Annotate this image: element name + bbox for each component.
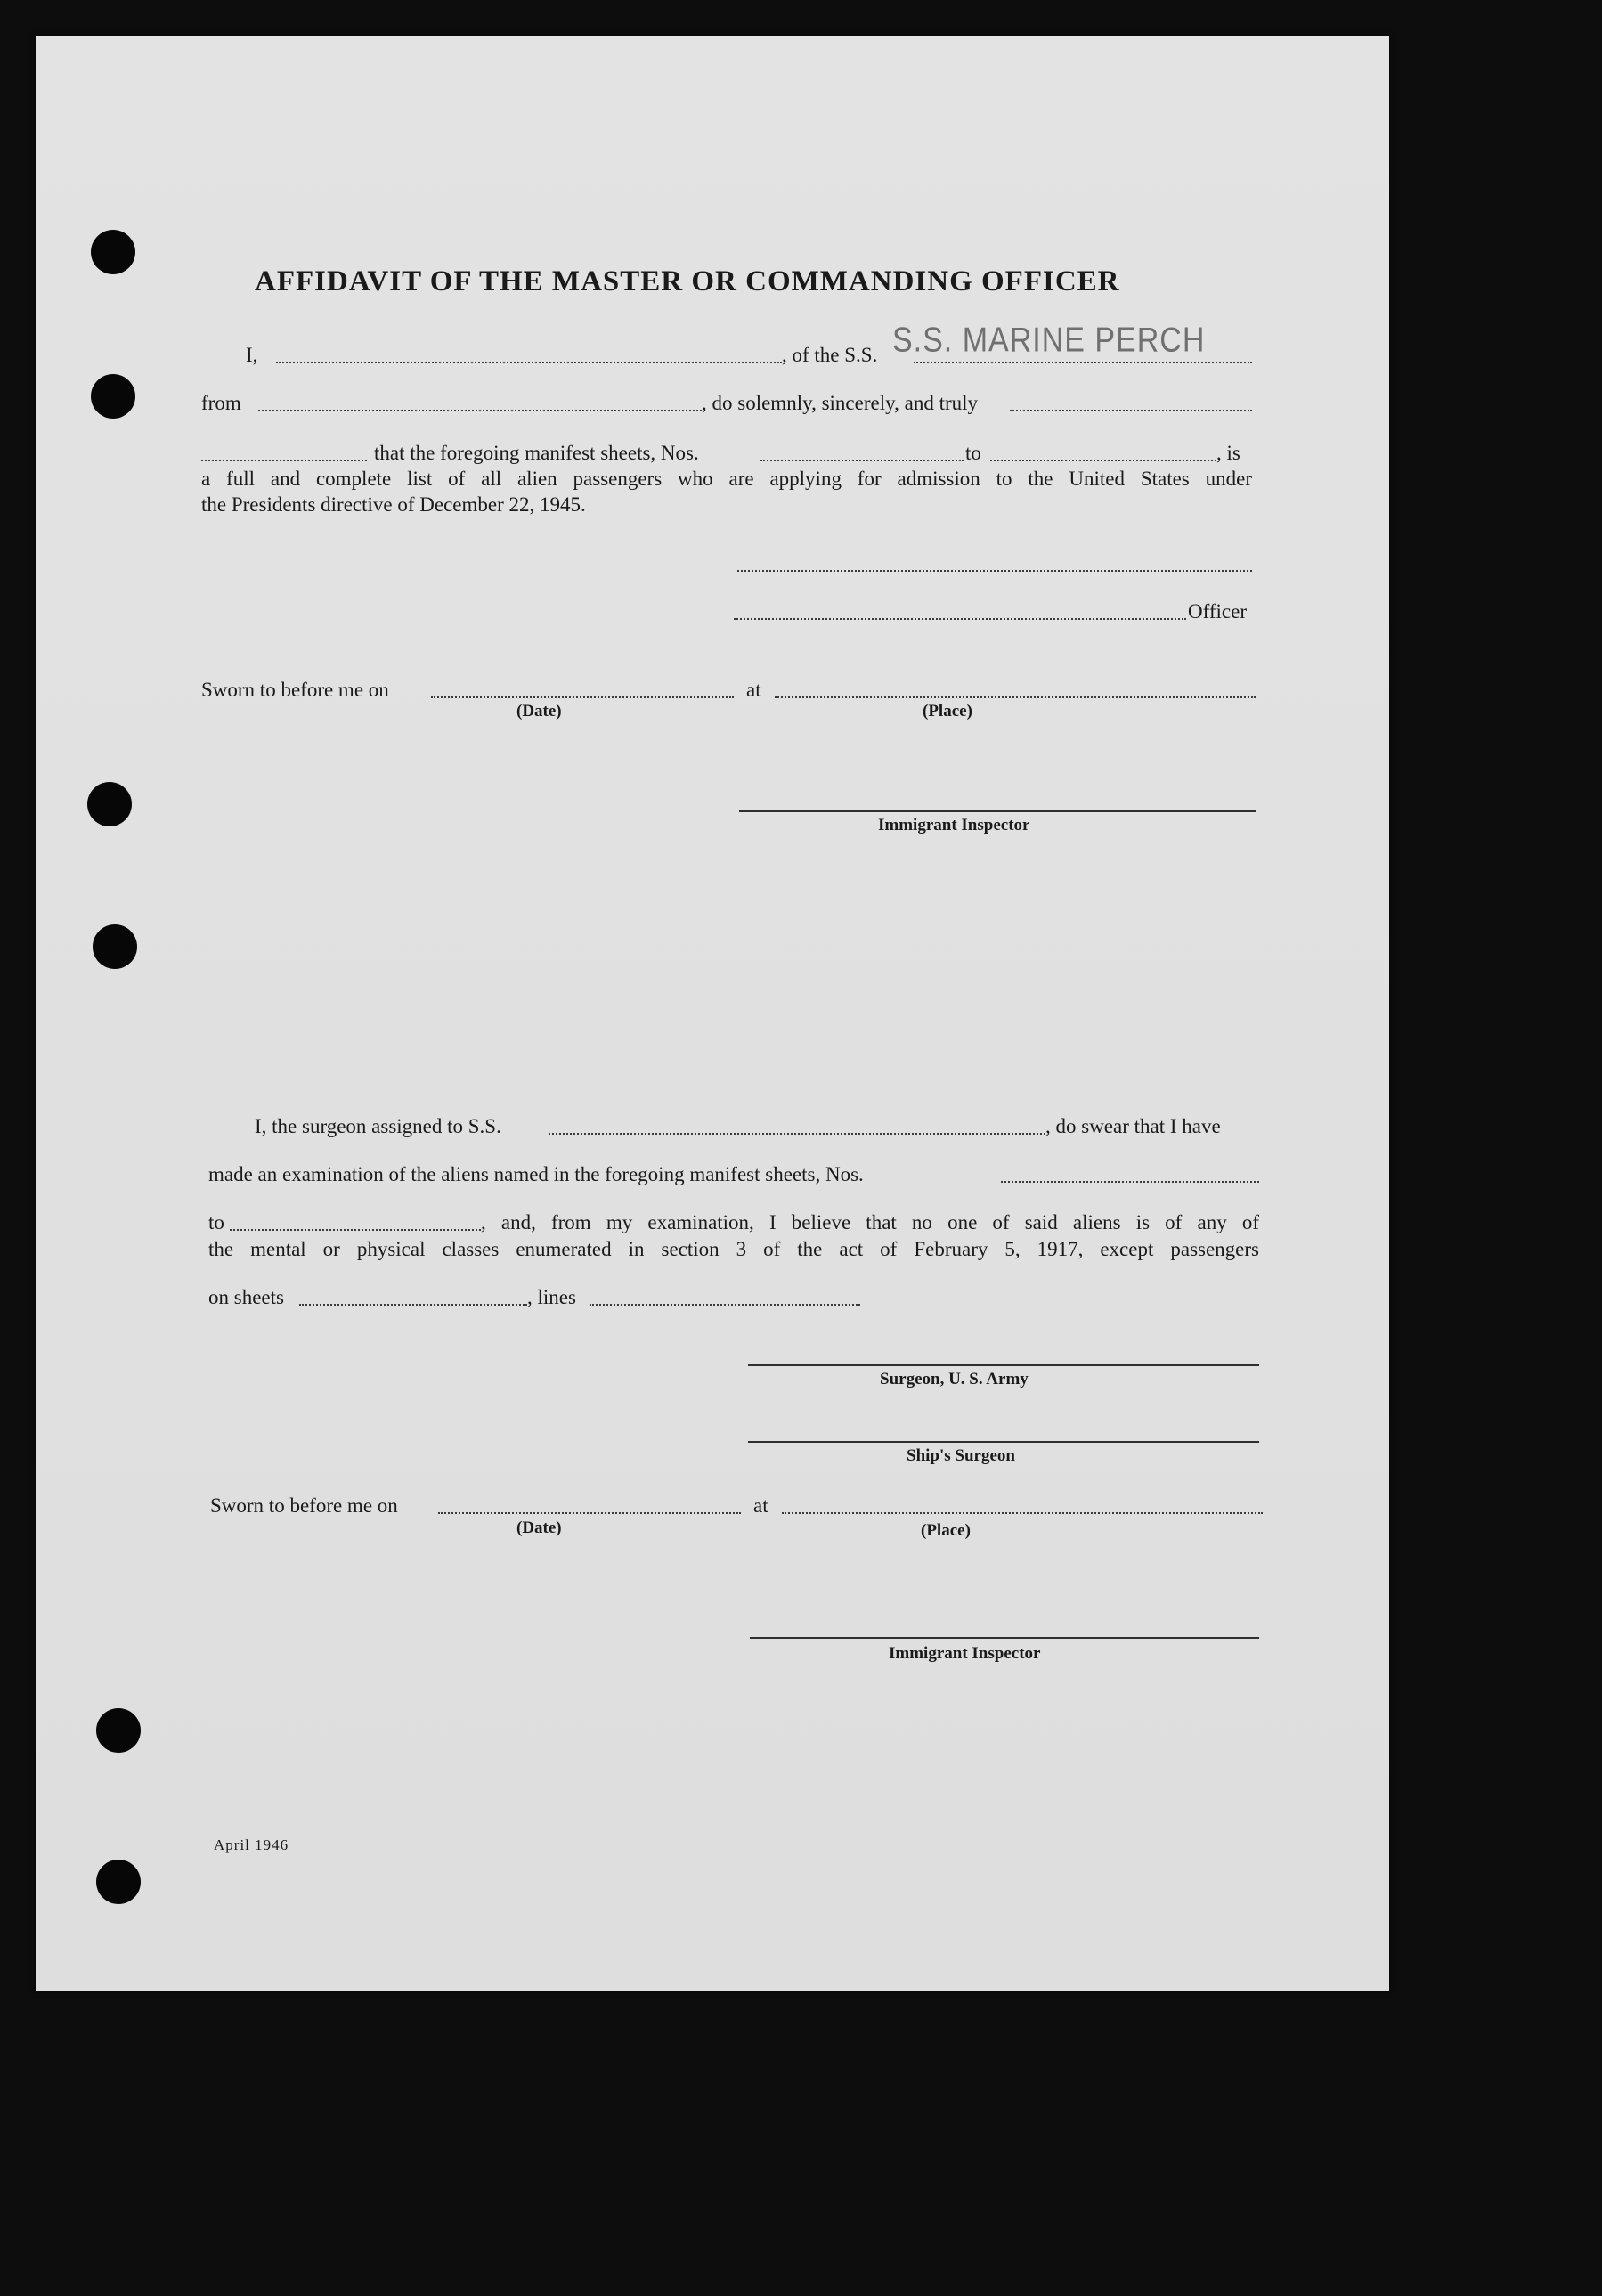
officer-name-field[interactable] [737, 570, 1252, 572]
master-name-field[interactable] [276, 362, 782, 363]
ship-surgeon-signature-line[interactable] [748, 1441, 1259, 1443]
surgeon-ship-field[interactable] [549, 1133, 1045, 1135]
master-line5: the Presidents directive of December 22, 1945. [201, 493, 586, 516]
surgeon-lines-field[interactable] [590, 1304, 860, 1306]
army-surgeon-label: Surgeon, U. S. Army [880, 1370, 1029, 1388]
surgeon-line5-start: on sheets [208, 1286, 284, 1308]
master-line4: a full and complete list of all alien passengers who are applying for admission to the United States under [201, 468, 1252, 490]
master-sworn-place-field[interactable] [775, 696, 1256, 698]
surgeon-at-label: at [753, 1494, 768, 1517]
master-line3-mid: that the foregoing manifest sheets, Nos. [374, 442, 699, 464]
surgeon-sworn-place-field[interactable] [782, 1512, 1263, 1514]
punch-hole [91, 230, 135, 274]
master-inspector-label: Immigrant Inspector [878, 816, 1030, 835]
affidavit-page [36, 36, 1389, 1991]
ship-surgeon-label: Ship's Surgeon [907, 1446, 1015, 1465]
surgeon-date-caption: (Date) [516, 1518, 562, 1537]
surgeon-inspector-signature-line[interactable] [750, 1637, 1259, 1639]
manifest-nos-to-field[interactable] [990, 460, 1216, 461]
punch-hole [93, 924, 137, 969]
truly-field[interactable] [1010, 410, 1252, 411]
surgeon-line1-start: I, the surgeon assigned to S.S. [255, 1115, 501, 1137]
master-sworn-label: Sworn to before me on [201, 679, 389, 701]
punch-hole [96, 1860, 141, 1904]
surgeon-line2: made an examination of the aliens named in the foregoing manifest sheets, Nos. [208, 1163, 864, 1185]
ship-name-stamp: S.S. MARINE PERCH [892, 321, 1206, 360]
master-at-label: at [746, 679, 761, 701]
army-surgeon-signature-line[interactable] [748, 1364, 1259, 1366]
manifest-nos-from-field[interactable] [760, 460, 964, 461]
punch-hole [91, 374, 135, 419]
officer-label: Officer [1188, 600, 1247, 623]
officer-signature-field[interactable] [734, 618, 1186, 620]
declare-field[interactable] [201, 460, 367, 461]
master-line1-mid: , of the S.S. [782, 344, 878, 366]
punch-hole [87, 782, 132, 826]
surgeon-line3-start: to [208, 1211, 224, 1233]
master-line3-to: to [965, 442, 981, 464]
page-title: AFFIDAVIT OF THE MASTER OR COMMANDING OFFICER [255, 265, 1120, 297]
master-place-caption: (Place) [923, 702, 972, 721]
surgeon-line1-end: , do swear that I have [1045, 1115, 1221, 1137]
master-line2-start: from [201, 392, 241, 414]
ship-name-field[interactable] [914, 362, 1252, 363]
surgeon-line5-mid: , lines [527, 1286, 576, 1308]
master-inspector-signature-line[interactable] [739, 810, 1256, 812]
form-date: April 1946 [214, 1836, 289, 1853]
surgeon-sworn-date-field[interactable] [438, 1512, 741, 1514]
master-sworn-date-field[interactable] [431, 696, 734, 698]
surgeon-place-caption: (Place) [921, 1521, 971, 1540]
surgeon-sworn-label: Sworn to before me on [210, 1494, 398, 1517]
surgeon-line4: the mental or physical classes enumerated in section 3 of the act of February 5, 1917, except passengers [208, 1238, 1259, 1260]
master-date-caption: (Date) [516, 702, 562, 721]
master-line3-end: , is [1216, 442, 1240, 464]
surgeon-manifest-nos-field[interactable] [1001, 1181, 1259, 1183]
surgeon-inspector-label: Immigrant Inspector [889, 1644, 1041, 1663]
surgeon-sheets-field[interactable] [299, 1304, 527, 1306]
master-line2-mid: , do solemnly, sincerely, and truly [702, 392, 979, 414]
from-field[interactable] [258, 410, 702, 411]
surgeon-line3-end: , and, from my examination, I believe that no one of said aliens is of any of [481, 1211, 1259, 1233]
master-line1-start: I, [246, 344, 258, 366]
punch-hole [96, 1708, 141, 1753]
surgeon-to-field[interactable] [230, 1229, 481, 1231]
